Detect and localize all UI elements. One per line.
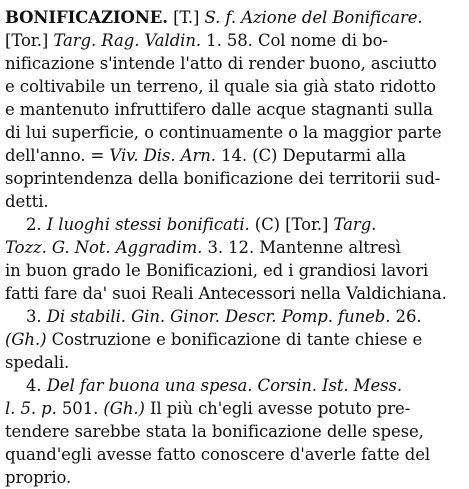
text-run: [Tor.]: [5, 31, 54, 50]
italic-text: Del far buona una spesa. Corsin. Ist. Mess.: [46, 376, 403, 395]
text-run: Costruzione e bonificazione di tante chiese e: [46, 330, 423, 349]
italic-text: Targ.: [333, 215, 377, 234]
entry-line: [5, 443, 464, 466]
italic-text: Tozz. G. Not. Aggradim.: [5, 238, 203, 257]
text-run: 2.: [26, 215, 47, 234]
italic-text: (Gh.): [103, 399, 145, 418]
text-run: detti.: [5, 192, 49, 211]
text-run: in buon grado le Bonificazioni, ed i grandiosi lavori: [5, 261, 429, 280]
entry-line: [5, 374, 464, 397]
entry-line: [5, 259, 464, 282]
entry-line: [5, 98, 464, 121]
headword: BONIFICAZIONE.: [5, 8, 168, 27]
entry-line: [5, 420, 464, 443]
entry-line: [5, 75, 464, 98]
entry-line: [5, 6, 464, 29]
text-run: e mantenuto infruttifero dalle acque stagnanti sulla: [5, 100, 433, 119]
text-run: 14. (C) Deputarmi alla: [215, 146, 407, 165]
text-run: 3. 12. Mantenne altresì: [202, 238, 401, 257]
text-run: di lui superficie, o continuamente o la maggior parte: [5, 123, 442, 142]
entry-line: [5, 167, 464, 190]
italic-text: Targ. Rag. Valdin.: [53, 31, 202, 50]
text-run: [T.]: [167, 8, 205, 27]
italic-text: Viv. Dis. Arn.: [109, 146, 216, 165]
text-run: nificazione s'intende l'atto di render buono, asciutto: [5, 54, 437, 73]
entry-line: [5, 144, 464, 167]
entry-line: [5, 213, 464, 236]
text-run: 501.: [56, 399, 104, 418]
text-run: 26.: [390, 307, 422, 326]
text-run: 3.: [26, 307, 47, 326]
entry-line: [5, 282, 464, 305]
entry-line: [5, 305, 464, 328]
text-run: spedali.: [5, 353, 70, 372]
entry-line: [5, 351, 464, 374]
entry-line: [5, 52, 464, 75]
text-run: quand'egli avesse fatto conoscere d'averle fatte del: [5, 445, 431, 464]
entry-line: [5, 190, 464, 213]
text-run: soprintendenza della bonificazione dei territorii sud-: [5, 169, 441, 188]
entry-line: [5, 466, 464, 489]
italic-text: S. f. Azione del Bonificare.: [204, 8, 423, 27]
italic-text: Di stabili. Gin. Ginor. Descr. Pomp. funeb.: [46, 307, 391, 326]
text-run: dell'anno. =: [5, 146, 110, 165]
text-run: 1. 58. Col nome di bo-: [201, 31, 388, 50]
entry-line: [5, 236, 464, 259]
text-run: e coltivabile un terreno, il quale sia già stato ridotto: [5, 77, 436, 96]
text-run: tendere sarebbe stata la bonificazione delle spese,: [5, 422, 424, 441]
text-run: 4.: [26, 376, 47, 395]
italic-text: l. 5. p.: [5, 399, 57, 418]
entry-line: [5, 328, 464, 351]
text-run: proprio.: [5, 468, 72, 487]
entry-line: [5, 121, 464, 144]
text-run: fatti fare da' suoi Reali Antecessori nella Valdichiana.: [5, 284, 447, 303]
italic-text: (Gh.): [5, 330, 47, 349]
entry-line: [5, 397, 464, 420]
italic-text: I luoghi stessi bonificati.: [46, 215, 250, 234]
text-run: (C) [Tor.]: [249, 215, 334, 234]
entry-line: [5, 29, 464, 52]
text-run: Il più ch'egli avesse potuto pre-: [144, 399, 411, 418]
